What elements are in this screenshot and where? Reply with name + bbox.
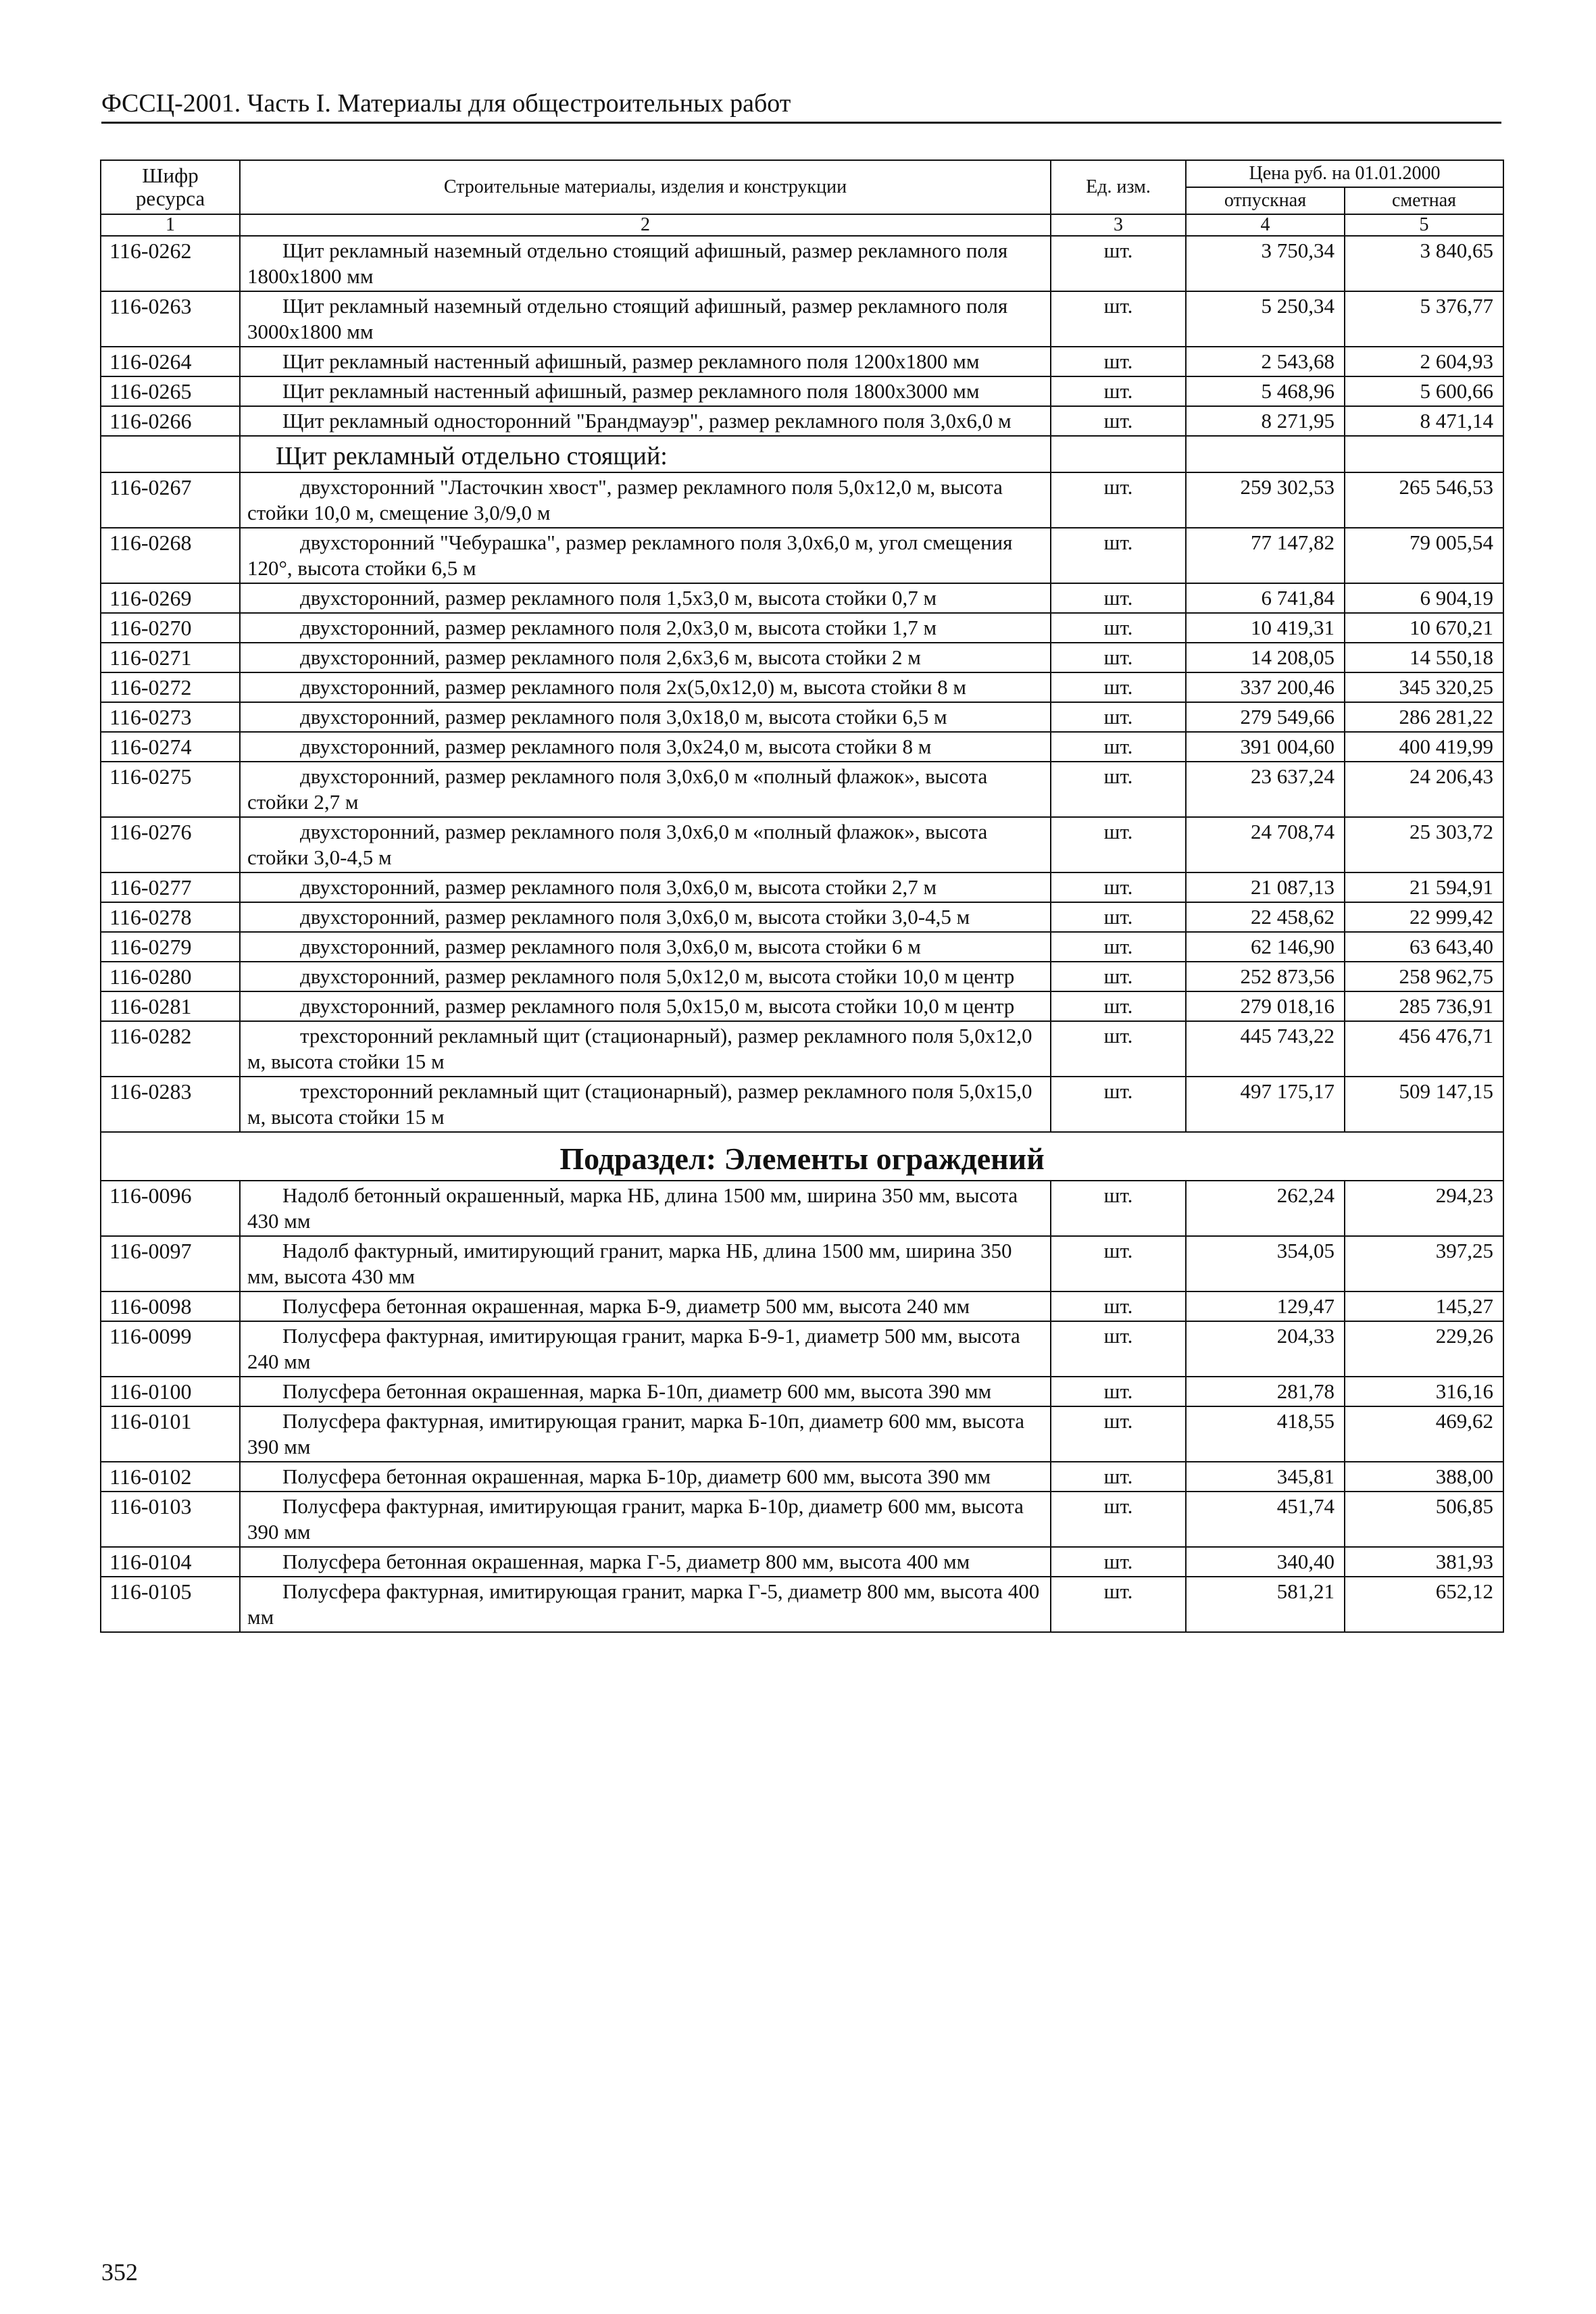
release-price: 451,74 bbox=[1186, 1492, 1345, 1547]
column-number: 2 bbox=[240, 214, 1051, 236]
item-description: Полусфера бетонная окрашенная, марка Г-5, диаметр 800 мм, высота 400 мм bbox=[240, 1547, 1051, 1577]
release-price: 391 004,60 bbox=[1186, 732, 1345, 762]
release-price: 279 549,66 bbox=[1186, 702, 1345, 732]
section-title-row bbox=[101, 1132, 1503, 1181]
resource-code: 116-0103 bbox=[101, 1492, 240, 1547]
rows-group-a bbox=[101, 236, 1503, 436]
resource-code: 116-0277 bbox=[101, 872, 240, 902]
release-price: 581,21 bbox=[1186, 1577, 1345, 1632]
estimate-price: 22 999,42 bbox=[1345, 902, 1503, 932]
unit-cell: шт. bbox=[1051, 872, 1186, 902]
unit-cell: шт. bbox=[1051, 672, 1186, 702]
unit-cell: шт. bbox=[1051, 817, 1186, 872]
release-price: 24 708,74 bbox=[1186, 817, 1345, 872]
estimate-price: 381,93 bbox=[1345, 1547, 1503, 1577]
table-row bbox=[101, 702, 1503, 732]
unit-cell: шт. bbox=[1051, 762, 1186, 817]
table-row bbox=[101, 932, 1503, 962]
estimate-price: 294,23 bbox=[1345, 1181, 1503, 1236]
estimate-price: 506,85 bbox=[1345, 1492, 1503, 1547]
release-price: 6 741,84 bbox=[1186, 583, 1345, 613]
table-row bbox=[101, 1462, 1503, 1492]
release-price: 22 458,62 bbox=[1186, 902, 1345, 932]
estimate-price: 79 005,54 bbox=[1345, 528, 1503, 583]
resource-code: 116-0097 bbox=[101, 1236, 240, 1291]
release-price: 354,05 bbox=[1186, 1236, 1345, 1291]
resource-code: 116-0278 bbox=[101, 902, 240, 932]
item-description: Полусфера бетонная окрашенная, марка Б-10п, диаметр 600 мм, высота 390 мм bbox=[240, 1377, 1051, 1406]
item-description: двухсторонний, размер рекламного поля 2,0х3,0 м, высота стойки 1,7 м bbox=[240, 613, 1051, 643]
item-description: Щит рекламный односторонний "Брандмауэр", размер рекламного поля 3,0х6,0 м bbox=[240, 406, 1051, 436]
item-description: двухсторонний "Чебурашка", размер рекламного поля 3,0х6,0 м, угол смещения 120°, высота стойки 6,5 м bbox=[240, 528, 1051, 583]
resource-code: 116-0264 bbox=[101, 347, 240, 376]
item-description: Щит рекламный настенный афишный, размер рекламного поля 1800х3000 мм bbox=[240, 376, 1051, 406]
unit-cell: шт. bbox=[1051, 902, 1186, 932]
estimate-price: 345 320,25 bbox=[1345, 672, 1503, 702]
item-description: двухсторонний, размер рекламного поля 3,0х6,0 м, высота стойки 6 м bbox=[240, 932, 1051, 962]
estimate-price: 258 962,75 bbox=[1345, 962, 1503, 991]
blank-cell bbox=[1345, 436, 1503, 472]
estimate-price: 21 594,91 bbox=[1345, 872, 1503, 902]
resource-code: 116-0105 bbox=[101, 1577, 240, 1632]
price-table bbox=[100, 159, 1504, 1633]
unit-cell: шт. bbox=[1051, 1236, 1186, 1291]
estimate-price: 24 206,43 bbox=[1345, 762, 1503, 817]
table-row bbox=[101, 1021, 1503, 1077]
unit-cell: шт. bbox=[1051, 991, 1186, 1021]
release-price: 23 637,24 bbox=[1186, 762, 1345, 817]
release-price: 14 208,05 bbox=[1186, 643, 1345, 672]
unit-cell: шт. bbox=[1051, 347, 1186, 376]
table-row bbox=[101, 1181, 1503, 1236]
unit-cell: шт. bbox=[1051, 1492, 1186, 1547]
release-price: 252 873,56 bbox=[1186, 962, 1345, 991]
resource-code: 116-0101 bbox=[101, 1406, 240, 1462]
estimate-price: 265 546,53 bbox=[1345, 472, 1503, 528]
header-unit: Ед. изм. bbox=[1051, 160, 1186, 214]
unit-cell: шт. bbox=[1051, 643, 1186, 672]
item-description: двухсторонний, размер рекламного поля 3,0х6,0 м «полный флажок», высота стойки 2,7 м bbox=[240, 762, 1051, 817]
resource-code: 116-0268 bbox=[101, 528, 240, 583]
table-row bbox=[101, 1406, 1503, 1462]
release-price: 8 271,95 bbox=[1186, 406, 1345, 436]
resource-code: 116-0280 bbox=[101, 962, 240, 991]
table-row bbox=[101, 1577, 1503, 1632]
item-description: двухсторонний, размер рекламного поля 1,5х3,0 м, высота стойки 0,7 м bbox=[240, 583, 1051, 613]
item-description: двухсторонний, размер рекламного поля 5,0х15,0 м, высота стойки 10,0 м центр bbox=[240, 991, 1051, 1021]
table-row bbox=[101, 872, 1503, 902]
table-row bbox=[101, 902, 1503, 932]
section-title-section bbox=[101, 1132, 1503, 1181]
estimate-price: 229,26 bbox=[1345, 1321, 1503, 1377]
release-price: 337 200,46 bbox=[1186, 672, 1345, 702]
unit-cell: шт. bbox=[1051, 1021, 1186, 1077]
estimate-price: 8 471,14 bbox=[1345, 406, 1503, 436]
release-price: 262,24 bbox=[1186, 1181, 1345, 1236]
item-description: Полусфера фактурная, имитирующая гранит, марка Б-9-1, диаметр 500 мм, высота 240 мм bbox=[240, 1321, 1051, 1377]
estimate-price: 652,12 bbox=[1345, 1577, 1503, 1632]
estimate-price: 6 904,19 bbox=[1345, 583, 1503, 613]
estimate-price: 2 604,93 bbox=[1345, 347, 1503, 376]
release-price: 497 175,17 bbox=[1186, 1077, 1345, 1132]
resource-code: 116-0272 bbox=[101, 672, 240, 702]
item-description: Щит рекламный наземный отдельно стоящий афишный, размер рекламного поля 1800х1800 мм bbox=[240, 236, 1051, 291]
table-row bbox=[101, 817, 1503, 872]
resource-code: 116-0276 bbox=[101, 817, 240, 872]
page-title: ФССЦ-2001. Часть I. Материалы для общестроительных работ bbox=[101, 87, 1501, 124]
header-price-release: отпускная bbox=[1186, 187, 1345, 214]
unit-cell: шт. bbox=[1051, 1377, 1186, 1406]
blank-cell bbox=[1186, 436, 1345, 472]
header-price-estimate: сметная bbox=[1345, 187, 1503, 214]
column-number: 4 bbox=[1186, 214, 1345, 236]
table-row bbox=[101, 236, 1503, 291]
resource-code: 116-0099 bbox=[101, 1321, 240, 1377]
release-price: 21 087,13 bbox=[1186, 872, 1345, 902]
release-price: 77 147,82 bbox=[1186, 528, 1345, 583]
estimate-price: 10 670,21 bbox=[1345, 613, 1503, 643]
unit-cell: шт. bbox=[1051, 702, 1186, 732]
resource-code: 116-0273 bbox=[101, 702, 240, 732]
item-description: Полусфера фактурная, имитирующая гранит, марка Г-5, диаметр 800 мм, высота 400 мм bbox=[240, 1577, 1051, 1632]
estimate-price: 25 303,72 bbox=[1345, 817, 1503, 872]
item-description: двухсторонний, размер рекламного поля 2,6х3,6 м, высота стойки 2 м bbox=[240, 643, 1051, 672]
table-row bbox=[101, 1077, 1503, 1132]
table-row bbox=[101, 583, 1503, 613]
unit-cell: шт. bbox=[1051, 732, 1186, 762]
item-description: Надолб фактурный, имитирующий гранит, марка НБ, длина 1500 мм, ширина 350 мм, высота 430 мм bbox=[240, 1236, 1051, 1291]
release-price: 62 146,90 bbox=[1186, 932, 1345, 962]
unit-cell: шт. bbox=[1051, 376, 1186, 406]
header-code: Шифр ресурса bbox=[101, 160, 240, 214]
item-description: двухсторонний, размер рекламного поля 3,0х24,0 м, высота стойки 8 м bbox=[240, 732, 1051, 762]
estimate-price: 285 736,91 bbox=[1345, 991, 1503, 1021]
table-row bbox=[101, 376, 1503, 406]
resource-code: 116-0098 bbox=[101, 1291, 240, 1321]
item-description: двухсторонний, размер рекламного поля 3,0х6,0 м, высота стойки 3,0-4,5 м bbox=[240, 902, 1051, 932]
table-row bbox=[101, 472, 1503, 528]
item-description: Надолб бетонный окрашенный, марка НБ, длина 1500 мм, ширина 350 мм, высота 430 мм bbox=[240, 1181, 1051, 1236]
header-price-group: Цена руб. на 01.01.2000 bbox=[1186, 160, 1503, 187]
item-description: Полусфера фактурная, имитирующая гранит, марка Б-10р, диаметр 600 мм, высота 390 мм bbox=[240, 1492, 1051, 1547]
estimate-price: 145,27 bbox=[1345, 1291, 1503, 1321]
estimate-price: 509 147,15 bbox=[1345, 1077, 1503, 1132]
unit-cell: шт. bbox=[1051, 1291, 1186, 1321]
unit-cell: шт. bbox=[1051, 472, 1186, 528]
item-description: Полусфера фактурная, имитирующая гранит, марка Б-10п, диаметр 600 мм, высота 390 мм bbox=[240, 1406, 1051, 1462]
table-row bbox=[101, 1492, 1503, 1547]
table-row bbox=[101, 672, 1503, 702]
release-price: 10 419,31 bbox=[1186, 613, 1345, 643]
table-row bbox=[101, 962, 1503, 991]
resource-code: 116-0100 bbox=[101, 1377, 240, 1406]
resource-code: 116-0096 bbox=[101, 1181, 240, 1236]
release-price: 445 743,22 bbox=[1186, 1021, 1345, 1077]
blank-cell bbox=[101, 436, 240, 472]
item-description: трехсторонний рекламный щит (стационарный), размер рекламного поля 5,0х12,0 м, высота стойки 15 м bbox=[240, 1021, 1051, 1077]
estimate-price: 388,00 bbox=[1345, 1462, 1503, 1492]
release-price: 5 250,34 bbox=[1186, 291, 1345, 347]
resource-code: 116-0271 bbox=[101, 643, 240, 672]
unit-cell: шт. bbox=[1051, 1577, 1186, 1632]
resource-code: 116-0275 bbox=[101, 762, 240, 817]
estimate-price: 14 550,18 bbox=[1345, 643, 1503, 672]
resource-code: 116-0269 bbox=[101, 583, 240, 613]
column-number: 3 bbox=[1051, 214, 1186, 236]
item-description: двухсторонний, размер рекламного поля 2х(5,0х12,0) м, высота стойки 8 м bbox=[240, 672, 1051, 702]
unit-cell: шт. bbox=[1051, 962, 1186, 991]
unit-cell: шт. bbox=[1051, 291, 1186, 347]
table-row bbox=[101, 613, 1503, 643]
item-description: двухсторонний, размер рекламного поля 3,0х6,0 м, высота стойки 2,7 м bbox=[240, 872, 1051, 902]
item-description: двухсторонний, размер рекламного поля 5,0х12,0 м, высота стойки 10,0 м центр bbox=[240, 962, 1051, 991]
resource-code: 116-0282 bbox=[101, 1021, 240, 1077]
table-row bbox=[101, 762, 1503, 817]
page-number: 352 bbox=[101, 2259, 138, 2286]
table-row bbox=[101, 291, 1503, 347]
group-title-section bbox=[101, 436, 1503, 472]
blank-cell bbox=[1051, 436, 1186, 472]
release-price: 279 018,16 bbox=[1186, 991, 1345, 1021]
item-description: Щит рекламный настенный афишный, размер рекламного поля 1200х1800 мм bbox=[240, 347, 1051, 376]
resource-code: 116-0267 bbox=[101, 472, 240, 528]
unit-cell: шт. bbox=[1051, 583, 1186, 613]
table-row bbox=[101, 1291, 1503, 1321]
item-description: двухсторонний "Ласточкин хвост", размер рекламного поля 5,0х12,0 м, высота стойки 10,0 м, смещение 3,0/9,0 м bbox=[240, 472, 1051, 528]
unit-cell: шт. bbox=[1051, 613, 1186, 643]
table-row bbox=[101, 1321, 1503, 1377]
resource-code: 116-0270 bbox=[101, 613, 240, 643]
resource-code: 116-0262 bbox=[101, 236, 240, 291]
release-price: 259 302,53 bbox=[1186, 472, 1345, 528]
table-row bbox=[101, 406, 1503, 436]
table-row bbox=[101, 1236, 1503, 1291]
rows-group-b bbox=[101, 472, 1503, 1132]
release-price: 5 468,96 bbox=[1186, 376, 1345, 406]
table-row bbox=[101, 991, 1503, 1021]
table-row bbox=[101, 1377, 1503, 1406]
estimate-price: 456 476,71 bbox=[1345, 1021, 1503, 1077]
column-number: 5 bbox=[1345, 214, 1503, 236]
group-title-row bbox=[101, 436, 1503, 472]
estimate-price: 400 419,99 bbox=[1345, 732, 1503, 762]
resource-code: 116-0102 bbox=[101, 1462, 240, 1492]
resource-code: 116-0283 bbox=[101, 1077, 240, 1132]
resource-code: 116-0265 bbox=[101, 376, 240, 406]
unit-cell: шт. bbox=[1051, 406, 1186, 436]
column-numbers-row bbox=[101, 214, 1503, 236]
release-price: 3 750,34 bbox=[1186, 236, 1345, 291]
estimate-price: 63 643,40 bbox=[1345, 932, 1503, 962]
unit-cell: шт. bbox=[1051, 1547, 1186, 1577]
table-row bbox=[101, 643, 1503, 672]
release-price: 281,78 bbox=[1186, 1377, 1345, 1406]
resource-code: 116-0279 bbox=[101, 932, 240, 962]
unit-cell: шт. bbox=[1051, 1462, 1186, 1492]
estimate-price: 5 600,66 bbox=[1345, 376, 1503, 406]
release-price: 204,33 bbox=[1186, 1321, 1345, 1377]
resource-code: 116-0263 bbox=[101, 291, 240, 347]
release-price: 345,81 bbox=[1186, 1462, 1345, 1492]
resource-code: 116-0274 bbox=[101, 732, 240, 762]
estimate-price: 5 376,77 bbox=[1345, 291, 1503, 347]
column-number: 1 bbox=[101, 214, 240, 236]
estimate-price: 286 281,22 bbox=[1345, 702, 1503, 732]
resource-code: 116-0104 bbox=[101, 1547, 240, 1577]
release-price: 129,47 bbox=[1186, 1291, 1345, 1321]
table-row bbox=[101, 347, 1503, 376]
unit-cell: шт. bbox=[1051, 1077, 1186, 1132]
item-description: Полусфера бетонная окрашенная, марка Б-9, диаметр 500 мм, высота 240 мм bbox=[240, 1291, 1051, 1321]
unit-cell: шт. bbox=[1051, 236, 1186, 291]
item-description: Щит рекламный наземный отдельно стоящий афишный, размер рекламного поля 3000х1800 мм bbox=[240, 291, 1051, 347]
item-description: Полусфера бетонная окрашенная, марка Б-10р, диаметр 600 мм, высота 390 мм bbox=[240, 1462, 1051, 1492]
item-description: трехсторонний рекламный щит (стационарный), размер рекламного поля 5,0х15,0 м, высота стойки 15 м bbox=[240, 1077, 1051, 1132]
unit-cell: шт. bbox=[1051, 1181, 1186, 1236]
table-row bbox=[101, 1547, 1503, 1577]
table-row bbox=[101, 528, 1503, 583]
resource-code: 116-0266 bbox=[101, 406, 240, 436]
unit-cell: шт. bbox=[1051, 528, 1186, 583]
estimate-price: 3 840,65 bbox=[1345, 236, 1503, 291]
header-name: Строительные материалы, изделия и конструкции bbox=[240, 160, 1051, 214]
unit-cell: шт. bbox=[1051, 932, 1186, 962]
release-price: 2 543,68 bbox=[1186, 347, 1345, 376]
item-description: двухсторонний, размер рекламного поля 3,0х6,0 м «полный флажок», высота стойки 3,0-4,5 м bbox=[240, 817, 1051, 872]
group-title: Щит рекламный отдельно стоящий: bbox=[240, 436, 1051, 472]
unit-cell: шт. bbox=[1051, 1321, 1186, 1377]
resource-code: 116-0281 bbox=[101, 991, 240, 1021]
rows-group-c bbox=[101, 1181, 1503, 1632]
release-price: 340,40 bbox=[1186, 1547, 1345, 1577]
release-price: 418,55 bbox=[1186, 1406, 1345, 1462]
estimate-price: 397,25 bbox=[1345, 1236, 1503, 1291]
table-row bbox=[101, 732, 1503, 762]
unit-cell: шт. bbox=[1051, 1406, 1186, 1462]
estimate-price: 316,16 bbox=[1345, 1377, 1503, 1406]
estimate-price: 469,62 bbox=[1345, 1406, 1503, 1462]
section-title: Подраздел: Элементы ограждений bbox=[101, 1132, 1503, 1181]
item-description: двухсторонний, размер рекламного поля 3,0х18,0 м, высота стойки 6,5 м bbox=[240, 702, 1051, 732]
